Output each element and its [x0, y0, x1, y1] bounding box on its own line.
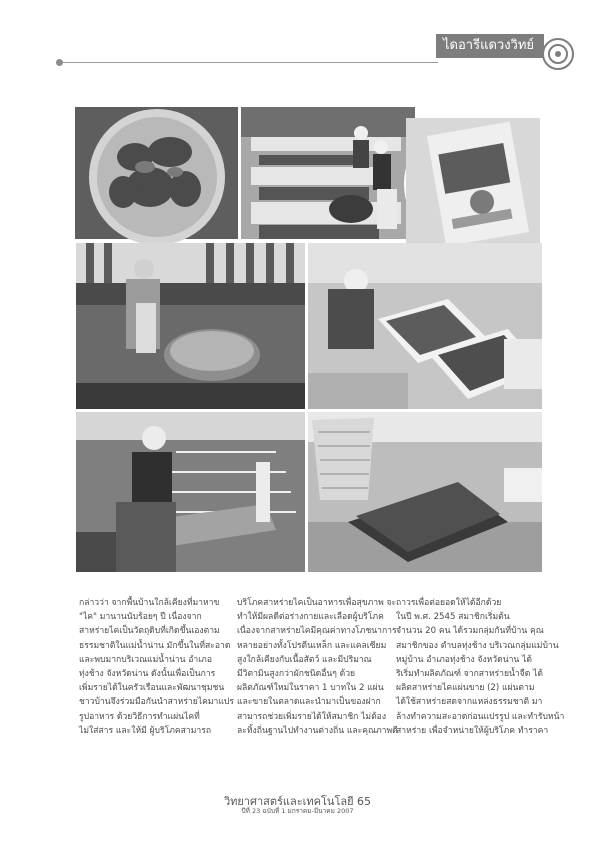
- article-column-3: [396, 596, 565, 738]
- article-line: หมู่บ้าน อำเภอทุ่งช้าง จังหวัดน่าน ได้: [396, 654, 532, 665]
- article-line: สมาชิกของ ตำบลทุ่งช้าง บริเวณกลุ่มแม่บ้าน: [396, 640, 559, 651]
- article-line: บริโภคสาหร่ายไคเป็นอาหารเพื่อสุขภาพ จะ: [237, 598, 397, 608]
- photo-spreading-trays: [308, 243, 542, 409]
- article-column-2: [237, 596, 398, 738]
- photo-drying-racks: [76, 412, 305, 572]
- photo-wok-cooking: [76, 243, 305, 409]
- article-line: จำนวน 20 คน ได้รวมกลุ่มกันที่บ้าน คุณ: [396, 626, 544, 637]
- article-line: ล้างทำความสะอาดก่อนแปรรูป และทำรับหน้า: [396, 711, 565, 722]
- article-line: สาหร่าย เพื่อจำหน่ายให้ผู้บริโภค ทำราคา: [396, 725, 549, 736]
- article-line: ทุ่งช้าง จังหวัดน่าน ดังนั้นเพื่อเป็นการ: [79, 669, 216, 680]
- article-line: สามารถช่วยเพิ่มรายได้ให้สมาชิก ไม่ต้อง: [237, 711, 387, 722]
- article-line: ชาวบ้านจึงร่วมมือกันนำสาหร่ายไคมาแปร: [79, 697, 234, 708]
- article-line: "ไค" มานานนับร้อยๆ ปี เนื่องจาก: [79, 612, 202, 623]
- article-line: ได้ใช้สาหร่ายสดจากแหล่งธรรมชาติ มา: [396, 697, 543, 708]
- photo-washing-tanks: [241, 107, 415, 239]
- article-line: ผลิตภัณฑ์ใหม่ในราคา 1 บาทใน 2 แผ่น: [237, 683, 384, 694]
- article-line: ธรรมชาติในแม่น้ำน่าน มักขึ้นในที่สะอาด: [79, 640, 231, 651]
- article-line: ทำให้มีผลดีต่อร่างกายและเลือดผู้บริโภค: [237, 612, 384, 623]
- article-line: หลายอย่างทั้งโปรตีนเหล็ก และแคลเซียม: [237, 640, 387, 651]
- article-line: รูปอาหาร ด้วยวิธีการทำแผ่นไคที่: [79, 711, 200, 722]
- article-line: ผลิตสาหร่ายไคแผ่นขาย (2) แผ่นตาม: [396, 683, 535, 694]
- footer-issue: ปีที่ 23 ฉบับที่ 1 มกราคม-มีนาคม 2007: [241, 807, 354, 815]
- target-emblem-icon: [541, 37, 575, 71]
- footer-magazine-title: วิทยาศาสตร์และเทคโนโลยี 65: [223, 795, 372, 808]
- article-line: สาหร่ายไคเป็นวัตถุดิบที่เกิดขึ้นเองตาม: [79, 626, 220, 637]
- photo-seaweed-basket: [75, 107, 238, 239]
- article-line: สูงใกล้เคียงกับเนื้อสัตว์ และมีปริมาณ: [237, 654, 372, 665]
- article-line: เนื่องจากสาหร่ายไคมีคุณค่าทางโภชนาการ: [237, 626, 397, 637]
- article-line: ในปี พ.ศ. 2545 สมาชิกเริ่มต้น: [396, 612, 510, 623]
- article-line: กล่าวว่า จากพื้นบ้านใกล้เคียงที่มาหาข: [79, 598, 220, 608]
- article-line: เพิ่มรายได้ในครัวเรือนและพัฒนาชุมชน: [79, 683, 225, 694]
- article-line: ไม่ใส่สาร และให้มี ผู้บริโภคสามารถ: [79, 725, 212, 736]
- article-line: มีวิตามินสูงกว่าผักชนิดอื่นๆ ด้วย: [237, 669, 356, 680]
- article-line: และขายในตลาดและนำมาเป็นของฝาก: [237, 697, 381, 708]
- article-line: ริเริ่มทำผลิตภัณฑ์ จากสาหร่ายน้ำจืด ได้: [396, 669, 543, 680]
- article-column-1: [79, 596, 234, 738]
- article-line: และพบมากบริเวณแม่น้ำน่าน อำเภอ: [79, 654, 213, 665]
- header-rule: [58, 62, 438, 63]
- article-line: ละทิ้งถิ่นฐานไปทำงานต่างถิ่น และคุณภาพดี: [237, 725, 398, 736]
- photo-basket-stack: [308, 412, 542, 572]
- article-line: ถาวรเพื่อต่อยอดให้ได้อีกด้วย: [396, 598, 502, 608]
- photo-product-bag: [404, 116, 542, 252]
- header-bullet: [56, 59, 63, 66]
- section-title: ไดอารีแดวงวิทย์: [436, 34, 544, 58]
